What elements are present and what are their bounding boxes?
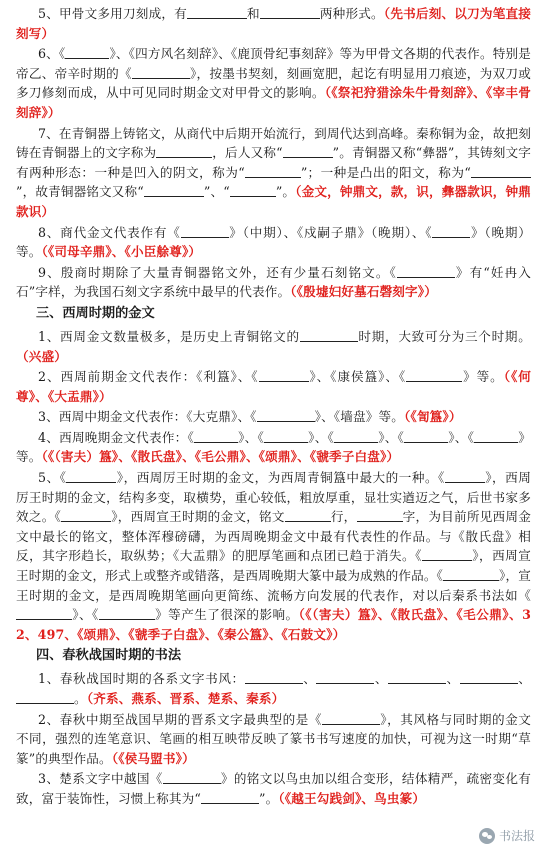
fill-in-blank — [445, 470, 485, 483]
answer-text: （《侯马盟书》） — [111, 750, 195, 766]
answer-text: （《殷墟妇好墓石磬刻字》） — [290, 284, 437, 300]
question-text: 3、西周中期金文代表作：《大克鼎》、《 — [38, 409, 257, 425]
watermark — [479, 827, 535, 844]
question-text: 、 — [302, 671, 317, 687]
fill-in-blank — [201, 791, 259, 804]
fill-in-blank — [316, 671, 374, 684]
fill-in-blank — [260, 6, 320, 19]
fill-in-blank — [181, 225, 229, 238]
fill-in-blank — [65, 46, 109, 59]
question-text: 》，西周宣王时期的金文，铭文 — [111, 509, 285, 525]
fill-in-blank — [404, 430, 448, 443]
fill-in-blank — [300, 329, 358, 342]
question-text: 和 — [246, 6, 260, 21]
fill-in-blank — [99, 607, 155, 620]
question-item — [16, 263, 531, 302]
fill-in-blank — [245, 671, 303, 684]
question-text: 2、春秋中期至战国早期的晋系文字最典型的是《 — [38, 711, 322, 727]
fill-in-blank — [194, 430, 238, 443]
watermark-text: 书法报 — [498, 829, 535, 843]
question-text: 》（中期）、《戍嗣子鼎》（晚期）、《 — [228, 224, 433, 240]
question-text: 》，其风格与同时期的金文不同，强烈的连笔意识、笔画的相互映带反映了篆书书写速度的加快，可视为这一时期“草篆”的典型作品。 — [16, 711, 532, 766]
question-item — [16, 669, 531, 708]
fill-in-blank — [283, 145, 333, 158]
answer-text: （先书后刻、以刀为笔直接刻写） — [16, 6, 532, 41]
fill-in-blank — [388, 671, 446, 684]
question-item — [16, 710, 531, 769]
question-text: 》的铭文以鸟虫加以组合变形，结体精严，疏密变化有致，富于装饰性，习惯上称其为“ — [16, 771, 532, 806]
question-text: 。 — [74, 691, 87, 706]
question-text: 9、殷商时期除了大量青铜器铭文外，还有少量石刻铭文。《 — [38, 264, 397, 280]
fill-in-blank — [245, 165, 287, 178]
answer-text: （《（害夫）簋》、《散氏盘》、《毛公鼎》、32、497、《颂鼎》、《虢季子白盘》、《秦公簋》、《石鼓文》） — [16, 607, 531, 642]
fill-in-blank — [432, 225, 470, 238]
fill-in-blank — [406, 369, 462, 382]
question-text: 》等。 — [462, 369, 504, 385]
fill-in-blank — [334, 430, 378, 443]
question-text: 、 — [446, 671, 460, 687]
question-text: 》、《四方风名刻辞》、《鹿顶骨纪事刻辞》等为甲骨文各期的代表作。特别是帝乙、帝辛时期的《 — [16, 46, 531, 81]
question-item — [16, 44, 531, 122]
answer-text: （兴盛） — [16, 348, 67, 364]
question-text: 》，西周宣王时期的金文，形式上或整齐或错落，是西周晚期大篆中最为成熟的作品。《 — [16, 548, 531, 584]
question-text: 》、《 — [238, 429, 265, 445]
question-text: 7、在青铜器上铸铭文，从商代中后期开始流行，到周代达到高峰。秦称铜为金，故把刻铸在青铜器上的文字称为 — [16, 125, 531, 161]
question-text: 》等产生了很深的影响。 — [154, 607, 299, 623]
question-text: 》、《 — [448, 429, 475, 445]
section-western-zhou-questions — [16, 327, 531, 645]
question-item — [16, 769, 531, 808]
question-text: 5、甲骨文多用刀刻成，有 — [38, 6, 187, 21]
fill-in-blank — [471, 165, 531, 178]
fill-in-blank — [61, 509, 111, 522]
question-text: 》、《 — [308, 429, 335, 445]
question-text: 》、《墙盘》等。 — [314, 409, 405, 425]
question-text: 》，西周厉王时期的金文，结构多变，取横势，重心较低，粗放厚重，显壮实遒迈之气，后世书家多效之。《 — [16, 470, 531, 525]
question-item — [16, 327, 531, 366]
fill-in-blank — [132, 66, 190, 79]
fill-in-blank — [163, 771, 221, 784]
fill-in-blank — [422, 548, 472, 561]
answer-text: （金文，钟鼎文，款，识，彝器款识，钟鼎款识） — [16, 184, 531, 219]
question-item — [16, 223, 531, 262]
answer-text: （齐系、燕系、晋系、楚系、秦系） — [86, 691, 285, 706]
wechat-icon — [479, 828, 495, 844]
question-text: 》有“妊冉入石”字样，为我国石刻文字系统中最早的代表作。 — [16, 264, 532, 300]
fill-in-blank — [230, 184, 276, 197]
answer-text: （《（害夫）簋》、《散氏盘》、《毛公鼎》、《颂鼎》、《虢季子白盘》） — [41, 449, 400, 465]
fill-in-blank — [190, 184, 204, 197]
question-text: 6、《 — [38, 46, 66, 62]
fill-in-blank — [66, 470, 116, 483]
question-text: 5、《 — [38, 470, 67, 486]
question-item — [16, 367, 531, 406]
question-text: 8、商代金文代表作有《 — [38, 224, 181, 240]
question-text: 4、西周晚期金文代表作：《 — [38, 429, 195, 445]
fill-in-blank — [264, 430, 308, 443]
question-text: 、 — [374, 671, 389, 687]
fill-in-blank — [287, 165, 301, 178]
question-text: 1、春秋战国时期的各系文字书风： — [38, 671, 245, 687]
fill-in-blank — [187, 6, 247, 19]
question-text: 》等。 — [16, 429, 532, 465]
question-text: ”。 — [275, 184, 296, 200]
answer-text: （《祭祀狩猎涂朱牛骨刻辞》、《宰丰骨刻辞》） — [16, 85, 531, 120]
question-text: 两种形式。 — [319, 6, 384, 21]
question-text: 》，西周厉王时期的金文，为西周青铜簋中最大的一种。《 — [116, 470, 445, 486]
answer-text: （《司母辛鼎》、《小臣艅尊》） — [41, 244, 202, 260]
question-text: 》、《 — [72, 607, 99, 623]
question-text: 1、西周金文数量极多，是历史上青铜铭文的 — [38, 328, 300, 344]
question-text: ”。 — [259, 790, 279, 806]
fill-in-blank — [259, 369, 309, 382]
fill-in-blank — [474, 430, 518, 443]
section-heading-western-zhou: 三、西周时期的金文 — [36, 305, 155, 321]
question-item — [16, 428, 531, 467]
question-text: 》、《 — [378, 429, 405, 445]
question-text: 2、西周前期金文代表作：《利簋》、《 — [38, 369, 259, 385]
fill-in-blank — [397, 265, 455, 278]
answer-text: （《訇簋》） — [404, 409, 462, 425]
question-text: 》（晚期）等。 — [16, 224, 531, 260]
fill-in-blank — [443, 568, 499, 581]
question-item — [16, 407, 531, 427]
question-text: 》，按墨书契刻，刻画宽肥，起讫有明显用刀痕迹，为双刀或多刀修刻而成，从中可见同时期金文对甲骨文的影响。 — [16, 65, 531, 101]
question-item — [16, 124, 531, 222]
question-text: 、 — [517, 671, 531, 687]
section-heading-spring-autumn: 四、春秋战国时期的书法 — [36, 648, 182, 664]
section-oracle-bronze-questions — [16, 4, 531, 302]
question-text: 》，宣王时期的金文，是西周晚期笔画向更简练、流畅方向发展的代表作，对以后秦系书法如《 — [16, 568, 531, 603]
answer-text: （《越王勾践剑》、鸟虫篆） — [278, 790, 426, 806]
fill-in-blank — [285, 509, 331, 522]
section-spring-autumn-questions — [16, 669, 531, 808]
question-text: ”。青铜器又称“彝器”，其铸刻文字有两种形态：一种是凹入的阴文，称为“ — [16, 145, 532, 180]
fill-in-blank — [257, 409, 315, 422]
fill-in-blank — [460, 671, 518, 684]
question-text: 》、《康侯簋》、《 — [308, 369, 407, 385]
answer-text: （《何尊》、《大盂鼎》） — [16, 369, 532, 404]
fill-in-blank — [357, 509, 403, 522]
question-item — [16, 4, 531, 43]
fill-in-blank — [16, 607, 72, 620]
question-text: 3、楚系文字中越国《 — [38, 771, 163, 787]
question-text: 行， — [330, 509, 357, 525]
question-text: ”，故青铜器铭文又称“ — [16, 184, 144, 200]
fill-in-blank — [144, 184, 190, 197]
question-text: 字，为目前所见西周金文中最长的铭文，整体浑穆磅礴，为西周晚期金文中最有代表性的作品。与《散氏盘》相反，其字形趋长，取纵势；《大盂鼎》的肥厚笔画和点团已趋于消失。《 — [16, 509, 531, 564]
question-text: ，后人又称“ — [212, 145, 283, 161]
question-text: ”、“ — [203, 184, 230, 200]
question-text: 时期，大致可分为三个时期。 — [357, 328, 531, 344]
fill-in-blank — [156, 145, 212, 158]
fill-in-blank — [322, 712, 380, 725]
question-item — [16, 468, 531, 644]
fill-in-blank — [16, 691, 74, 704]
question-text: ”；一种是凸出的阳文，称为“ — [300, 164, 472, 180]
